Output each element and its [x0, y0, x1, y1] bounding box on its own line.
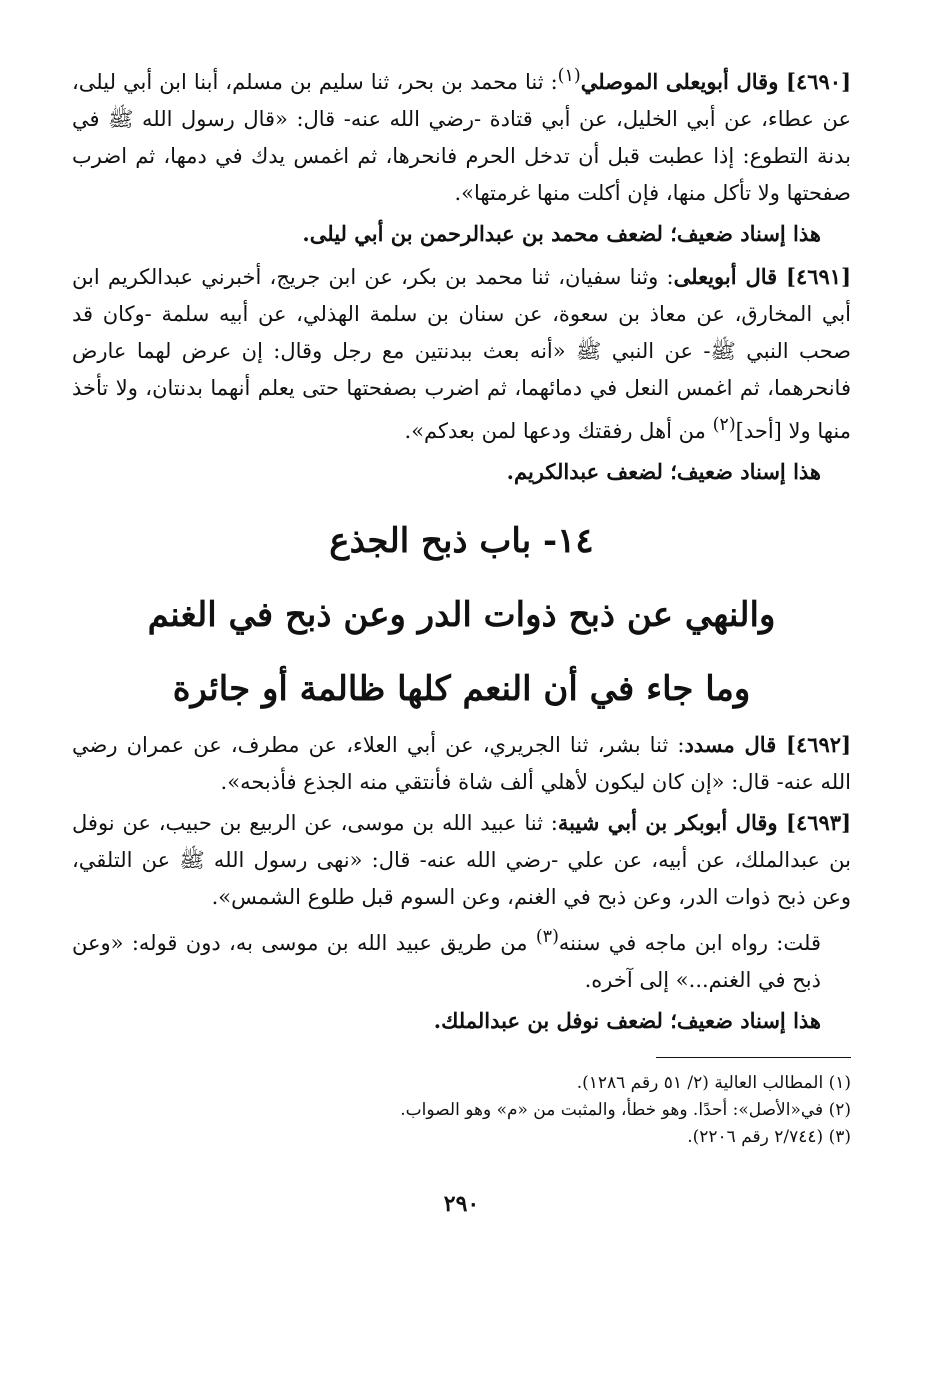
hadith-4690-text: : ثنا محمد بن بحر، ثنا سليم بن مسلم، أبنا ابن أبي ليلى، عن عطاء، عن أبي الخليل، عن أبي قتادة -رضي الله عنه- قال: «قال رسول الله ﷺ في بدنة التطوع: إذا عطبت قبل أن تدخل الحرم فانحرها، ثم اغمس يدك في دمها، ثم اضرب صفحتها ولا تأكل منها، فإن أكلت منها غرمتها».: [72, 70, 851, 205]
hadith-4691-text-end: من أهل رفقتك ودعها لمن بعدكم».: [404, 419, 713, 443]
footnote-3: (٣) (٢/٧٤٤ رقم ٢٢٠٦).: [687, 1127, 851, 1147]
footnote-ref-1: (١): [557, 66, 581, 86]
chapter-title: ١٤- باب ذبح الجذع: [329, 521, 594, 561]
hadith-4692: [72, 726, 851, 801]
hadith-4693-head: [٤٦٩٣] وقال أبوبكر بن أبي شيبة: [557, 810, 851, 835]
editor-comment-text: قلت: رواه ابن ماجه في سننه: [558, 931, 821, 955]
hadith-4693-grading: هذا إسناد ضعيف؛ لضعف نوفل بن عبدالملك.: [433, 1008, 821, 1033]
chapter-subtitle-2: وما جاء في أن النعم كلها ظالمة أو جائرة: [172, 669, 751, 709]
hadith-4691-grading: هذا إسناد ضعيف؛ لضعف عبدالكريم.: [506, 459, 821, 484]
footnote-1: (١) المطالب العالية (٢/ ٥١ رقم ١٢٨٦).: [576, 1073, 851, 1093]
footnote-ref-2: (٢): [712, 415, 736, 435]
hadith-4693-text: : ثنا عبيد الله بن موسى، عن الربيع بن حبيب، عن نوفل بن عبدالملك، عن أبيه، عن علي -رضي الله عنه- قال: «نهى رسول الله ﷺ عن التلقي، وعن ذبح ذوات الدر، وعن ذبح في الغنم، وعن السوم قبل طلوع الشمس».: [72, 811, 851, 909]
hadith-4692-text: : ثنا بشر، ثنا الجريري، عن أبي العلاء، عن مطرف، عن عمران رضي الله عنه- قال: «إن كان ليكون لأهلي ألف شاة فأنتقي منه الجذع فأذبحه».: [72, 733, 851, 794]
hadith-4690: [72, 58, 851, 212]
footnote-2: (٢) في«الأصل»: أحدًا. وهو خطأ، والمثبت من «م» وهو الصواب.: [400, 1100, 851, 1120]
page-number: ٢٩٠: [443, 1191, 480, 1217]
hadith-4690-grading: هذا إسناد ضعيف؛ لضعف محمد بن عبدالرحمن بن أبي ليلى.: [302, 221, 821, 246]
chapter-subtitle-1: والنهي عن ذبح ذوات الدر وعن ذبح في الغنم: [147, 595, 776, 635]
hadith-4690-head: [٤٦٩٠] وقال أبويعلى الموصلي: [580, 69, 851, 94]
footnote-ref-3: (٣): [535, 927, 559, 947]
hadith-4691: [72, 258, 851, 450]
editor-comment: [72, 919, 821, 999]
hadith-4692-head: [٤٦٩٢] قال مسدد: [684, 732, 851, 757]
hadith-4693: [72, 804, 851, 916]
hadith-4691-text: : وثنا سفيان، ثنا محمد بن بكر، عن ابن جريج، أخبرني عبدالكريم ابن أبي المخارق، عن معاذ بن سعوة، عن سنان بن سلمة الهذلي، عن أبيه سلمة -وكان قد صحب النبي ﷺ- عن النبي ﷺ «أنه بعث ببدنتين مع رجل وقال: إن عرض لهما عارض فانحرهما، ثم اغمس النعل في دمائهما، ثم اضرب بصفحتها حتى يعلم أنهما بدنتان، ولا تأخذ منها ولا [أحد]: [72, 265, 851, 443]
hadith-4691-head: [٤٦٩١] قال أبويعلى: [673, 264, 851, 289]
footnote-divider: [656, 1057, 851, 1058]
editor-comment-text-end: من طريق عبيد الله بن موسى به، دون قوله: «وعن ذبح في الغنم...» إلى آخره.: [72, 931, 821, 992]
